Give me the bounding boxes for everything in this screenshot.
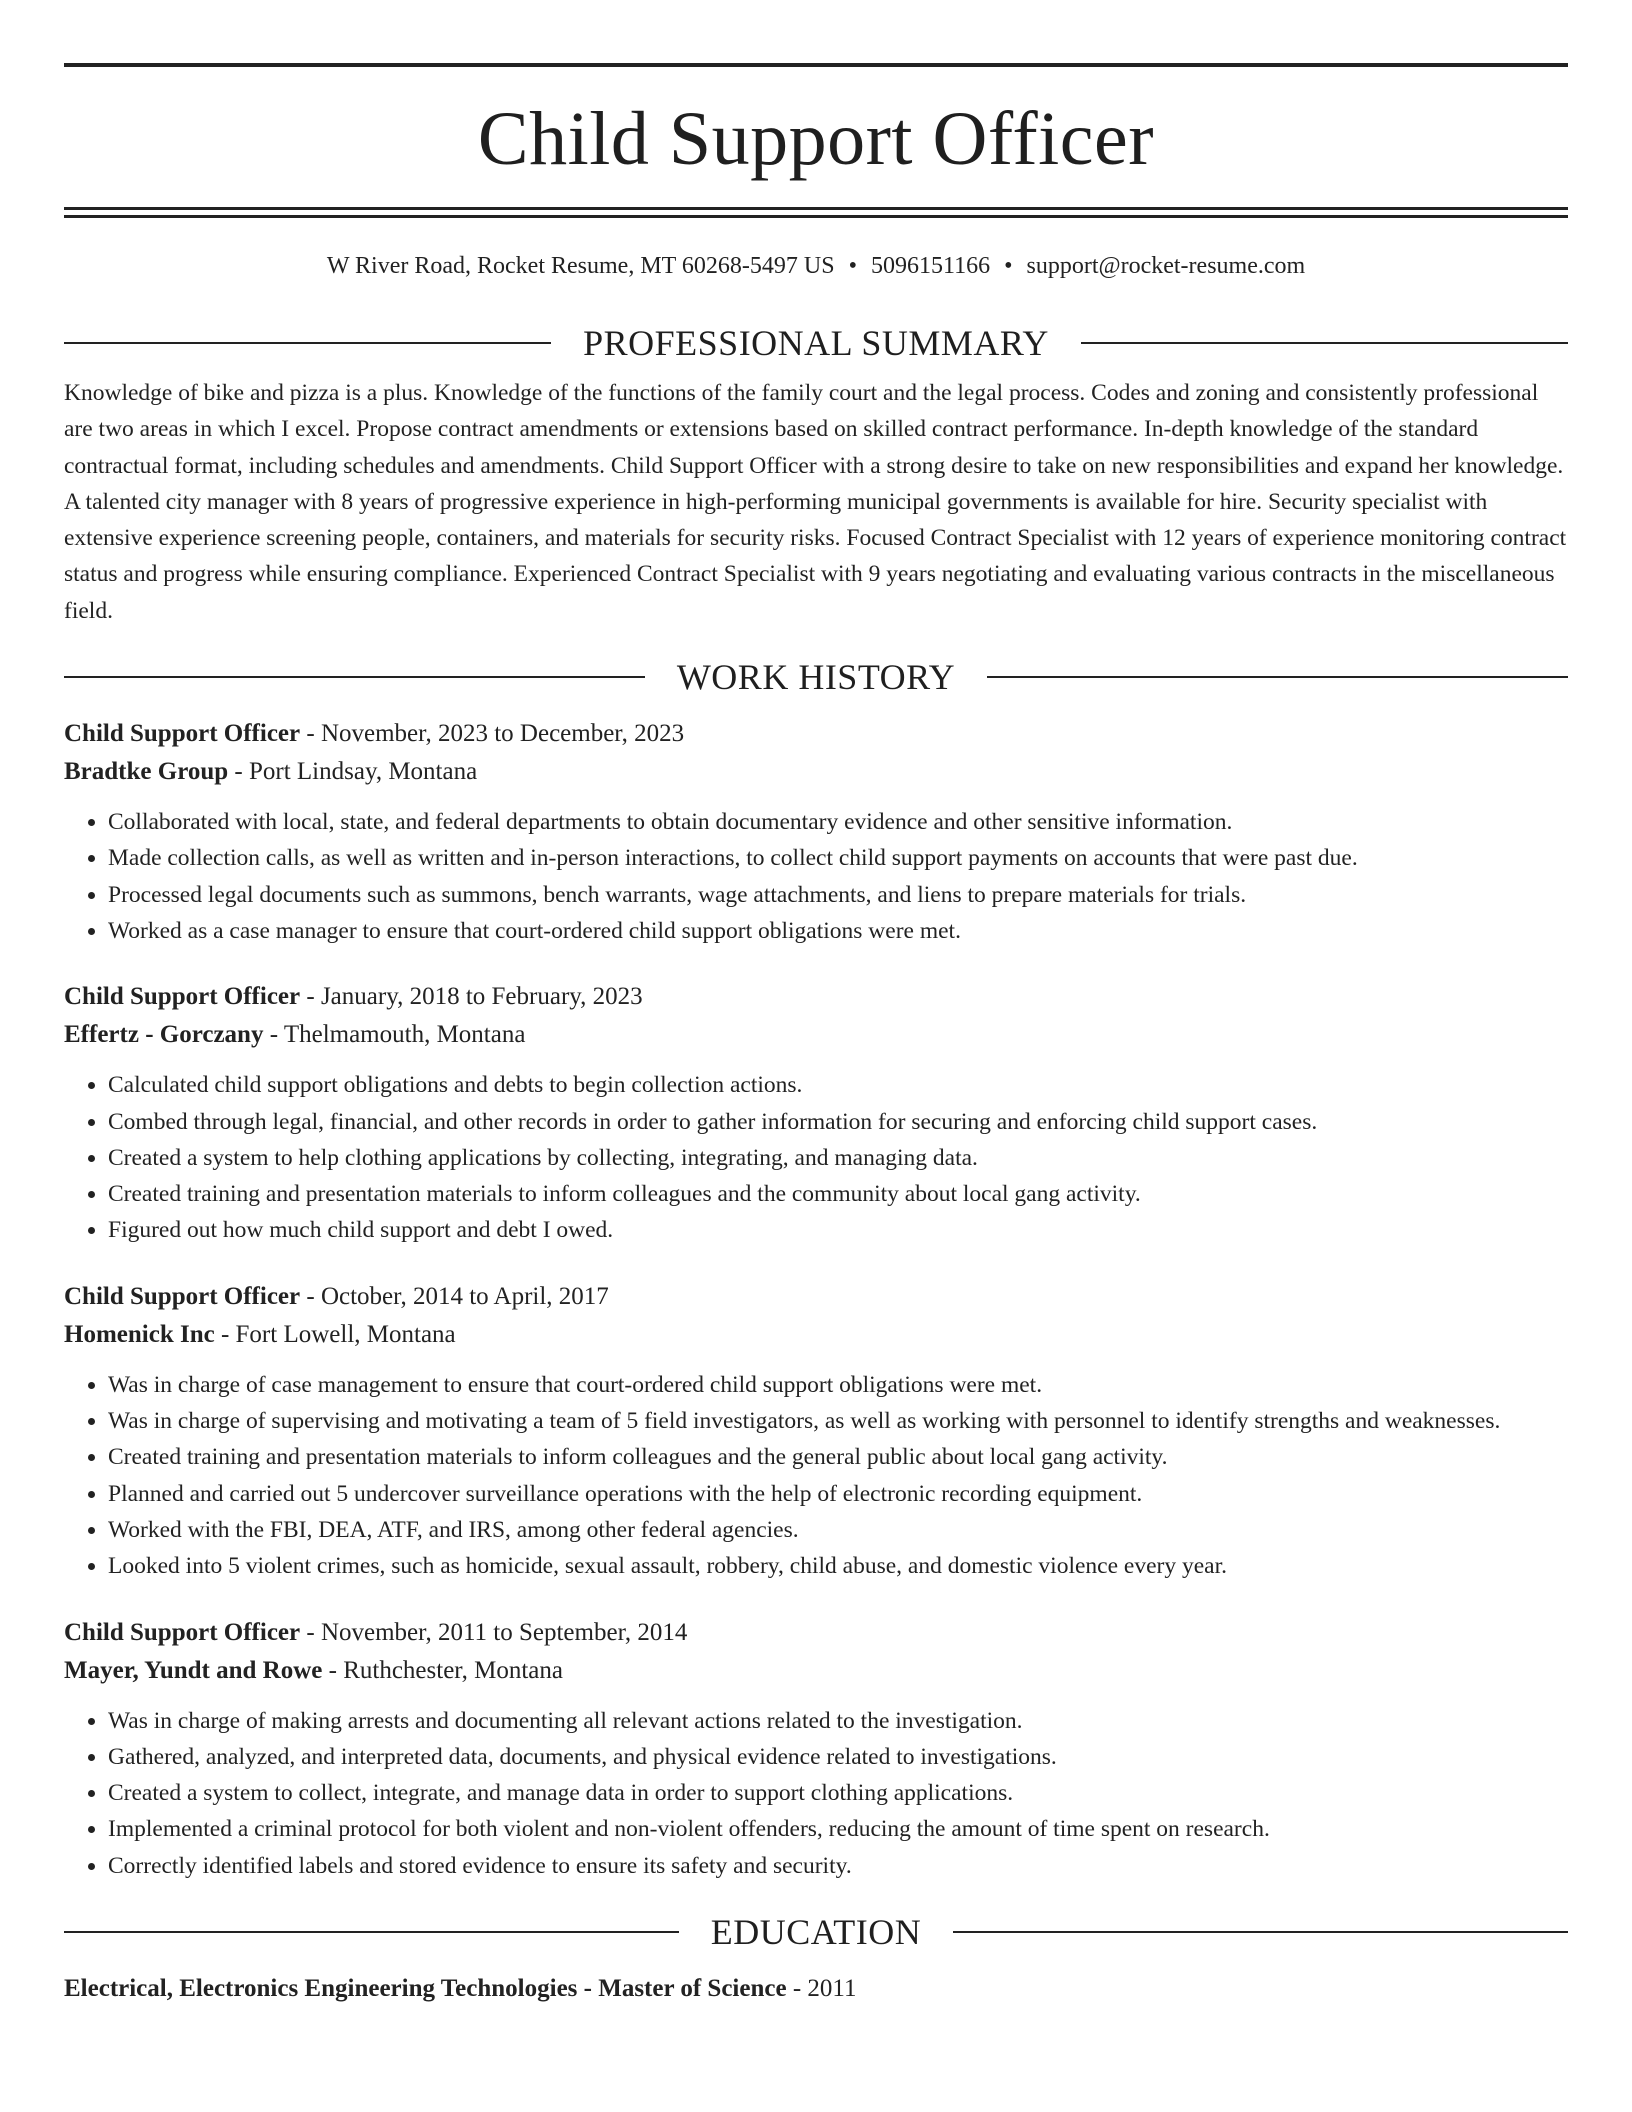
job-company: Homenick Inc <box>64 1320 215 1348</box>
contact-separator: • <box>848 253 857 279</box>
heading-rule-left <box>64 1931 679 1933</box>
list-item: • Made collection calls, as well as written and in-person interactions, to collect child support payments on accounts that were past due. <box>108 840 1568 876</box>
page-title: Child Support Officer <box>477 97 1155 181</box>
list-item: • Was in charge of case management to ensure that court-ordered child support obligations were met. <box>108 1367 1568 1403</box>
list-item: • Created training and presentation materials to inform colleagues and the community about local gang activity. <box>108 1176 1568 1212</box>
job-company-line <box>64 753 1568 791</box>
top-rule <box>64 63 1568 67</box>
list-item: • Was in charge of supervising and motivating a team of 5 field investigators, as well as working with personnel to identify strengths and weaknesses. <box>108 1403 1568 1439</box>
list-item: • Gathered, analyzed, and interpreted data, documents, and physical evidence related to investigations. <box>108 1739 1568 1775</box>
job-location: - Ruthchester, Montana <box>322 1656 563 1684</box>
summary-heading-label: PROFESSIONAL SUMMARY <box>583 323 1049 363</box>
heading-rule-right <box>1081 342 1568 344</box>
contact-address: W River Road, Rocket Resume, MT 60268-5497 US <box>326 253 835 279</box>
education-section-heading <box>64 1910 1568 1954</box>
list-item: • Worked with the FBI, DEA, ATF, and IRS, among other federal agencies. <box>108 1512 1568 1548</box>
list-item: • Implemented a criminal protocol for both violent and non-violent offenders, reducing the amount of time spent on research. <box>108 1811 1568 1847</box>
job-title-line <box>64 715 1568 753</box>
heading-rule-right <box>987 676 1568 678</box>
job-company: Mayer, Yundt and Rowe <box>64 1656 323 1684</box>
job-company-line <box>64 1016 1568 1054</box>
job-entry <box>64 1278 1568 1585</box>
list-item: • Combed through legal, financial, and other records in order to gather information for securing and enforcing child support cases. <box>108 1104 1568 1140</box>
summary-section-heading <box>64 321 1568 365</box>
job-bullets <box>64 1367 1568 1585</box>
work-heading-label: WORK HISTORY <box>676 657 956 698</box>
list-item: • Collaborated with local, state, and federal departments to obtain documentary evidence and other sensitive information. <box>108 804 1568 840</box>
education-degree: Electrical, Electronics Engineering Technologies - Master of Science <box>64 1975 787 2003</box>
list-item: • Correctly identified labels and stored evidence to ensure its safety and security. <box>108 1848 1568 1884</box>
contact-email: support@rocket-resume.com <box>1026 253 1306 279</box>
job-dates: - November, 2023 to December, 2023 <box>300 720 685 748</box>
education-heading-label: EDUCATION <box>710 1912 922 1953</box>
list-item: • Was in charge of making arrests and documenting all relevant actions related to the investigation. <box>108 1703 1568 1739</box>
heading-rule-right <box>953 1931 1568 1933</box>
job-company: Effertz - Gorczany <box>64 1021 264 1049</box>
job-title: Child Support Officer <box>64 1282 301 1310</box>
list-item: • Processed legal documents such as summons, bench warrants, wage attachments, and liens to prepare materials for trials. <box>108 877 1568 913</box>
job-entry <box>64 978 1568 1248</box>
education-year: - 2011 <box>786 1975 857 2003</box>
job-location: - Port Lindsay, Montana <box>228 758 478 786</box>
job-title-line <box>64 1614 1568 1652</box>
job-bullets <box>64 1067 1568 1248</box>
list-item: • Created a system to collect, integrate, and manage data in order to support clothing applications. <box>108 1775 1568 1811</box>
job-title: Child Support Officer <box>64 983 301 1011</box>
job-company-line <box>64 1652 1568 1690</box>
list-item: • Looked into 5 violent crimes, such as homicide, sexual assault, robbery, child abuse, and domestic violence every year. <box>108 1548 1568 1584</box>
heading-rule-left <box>64 342 551 344</box>
job-company: Bradtke Group <box>64 758 229 786</box>
work-section-heading <box>64 655 1568 699</box>
education-entry <box>64 1970 1568 2008</box>
contact-phone: 5096151166 <box>870 253 991 279</box>
job-bullets <box>64 804 1568 949</box>
list-item: • Calculated child support obligations and debts to begin collection actions. <box>108 1067 1568 1103</box>
job-dates: - November, 2011 to September, 2014 <box>300 1618 688 1646</box>
summary-text: Knowledge of bike and pizza is a plus. Knowledge of the functions of the family court and the legal process. Codes and zoning and consistently professional are two areas in which I excel. Propose contract amendments or extensions based on skilled contract performance. In-depth knowledge of the standard contractual format, including schedules and amendments. Child Support Officer with a strong desire to take on new responsibilities and expand her knowledge. A talented city manager with 8 years of progressive experience in high-performing municipal governments is available for hire. Security specialist with extensive experience screening people, containers, and materials for security risks. Focused Contract Specialist with 12 years of experience monitoring contract status and progress while ensuring compliance. Experienced Contract Specialist with 9 years negotiating and evaluating various contracts in the miscellaneous field. <box>64 380 1567 624</box>
job-title-line <box>64 978 1568 1016</box>
job-title: Child Support Officer <box>64 1618 301 1646</box>
list-item: • Created training and presentation materials to inform colleagues and the general public about local gang activity. <box>108 1439 1568 1475</box>
job-entry <box>64 1614 1568 1884</box>
job-location: - Thelmamouth, Montana <box>263 1021 526 1049</box>
job-location: - Fort Lowell, Montana <box>214 1320 456 1348</box>
resume-page <box>64 0 1568 2008</box>
list-item: • Planned and carried out 5 undercover surveillance operations with the help of electronic recording equipment. <box>108 1476 1568 1512</box>
job-dates: - October, 2014 to April, 2017 <box>300 1282 609 1310</box>
job-title-line <box>64 1278 1568 1316</box>
job-title: Child Support Officer <box>64 720 301 748</box>
job-company-line <box>64 1316 1568 1354</box>
list-item: • Created a system to help clothing applications by collecting, integrating, and managing data. <box>108 1140 1568 1176</box>
job-entry <box>64 715 1568 949</box>
list-item: • Figured out how much child support and debt I owed. <box>108 1212 1568 1248</box>
list-item: • Worked as a case manager to ensure that court-ordered child support obligations were met. <box>108 913 1568 949</box>
contact-separator: • <box>1004 253 1013 279</box>
heading-rule-left <box>64 676 645 678</box>
job-dates: - January, 2018 to February, 2023 <box>300 983 643 1011</box>
title-double-rule <box>64 207 1568 218</box>
job-bullets <box>64 1703 1568 1884</box>
contact-line <box>64 251 1568 281</box>
